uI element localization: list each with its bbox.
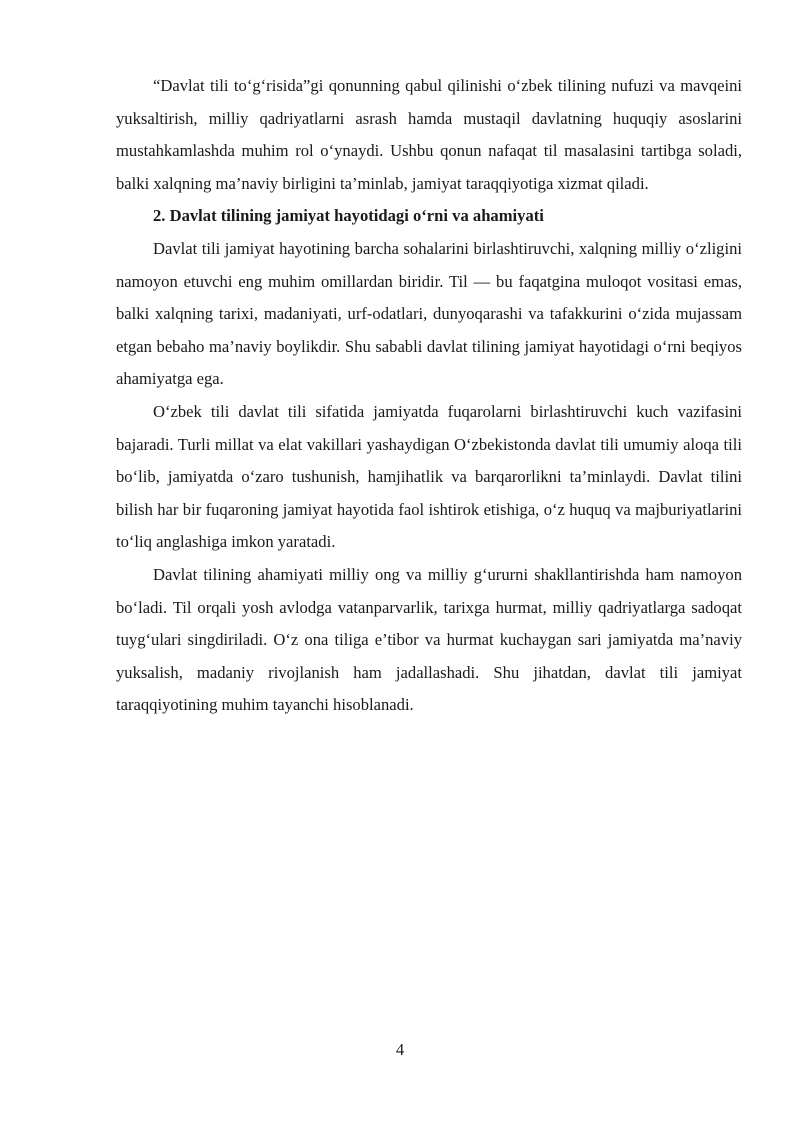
page-number: 4 (395, 1040, 405, 1059)
paragraph-law-significance: “Davlat tili to‘g‘risida”gi qonunning qabul qilinishi o‘zbek tilining nufuzi va mavqeini yuksaltirish, milliy qadriyatlarni asrash hamda mustaqil davlatning huquqiy asoslarini mustahkamlashda muhim rol o‘ynaydi. Ushbu qonun nafaqat til masalasini tartibga soladi, balki xalqning ma’naviy birligini ta’minlab, jamiyat taraqqiyotiga xizmat qiladi. (116, 76, 742, 193)
paragraph-national-identity: Davlat tilining ahamiyati milliy ong va milliy g‘ururni shakllantirishda ham namoyon bo‘ladi. Til orqali yosh avlodga vatanparvarlik, tarixga hurmat, milliy qadriyatlarga sadoqat tuyg‘ulari singdiriladi. O‘z ona tiliga e’tibor va hurmat kuchaygan sari jamiyatda ma’naviy yuksalish, madaniy rivojlanish ham jadallashadi. Shu jihatdan, davlat tili jamiyat taraqqiyotining muhim tayanchi hisoblanadi. (116, 564, 742, 715)
paragraph-uzbek-unifying: O‘zbek tili davlat tili sifatida jamiyatda fuqarolarni birlashtiruvchi kuch vazifasini bajaradi. Turli millat va elat vakillari yashaydigan O‘zbekistonda davlat tili umumiy aloqa tili bo‘lib, jamiyatda o‘zaro tushunish, hamjihatlik va barqarorlikni ta’minlaydi. Davlat tilini bilish har bir fuqaroning jamiyat hayotida faol ishtirok etishiga, o‘z huquq va majburiyatlarini to‘liq anglashiga imkon yaratadi. (116, 401, 742, 552)
paragraph-language-role: Davlat tili jamiyat hayotining barcha sohalarini birlashtiruvchi, xalqning milliy o‘zligini namoyon etuvchi eng muhim omillardan biridir. Til — bu faqatgina muloqot vositasi emas, balki xalqning tarixi, madaniyati, urf-odatlari, dunyoqarashi va tafakkurini o‘zida mujassam etgan bebaho ma’naviy boylikdir. Shu sababli davlat tilining jamiyat hayotidagi o‘rni beqiyos ahamiyatga ega. (116, 238, 742, 389)
document-body (116, 70, 742, 722)
section-heading: 2. Davlat tilining jamiyat hayotidagi o‘rni va ahamiyati (153, 206, 544, 226)
